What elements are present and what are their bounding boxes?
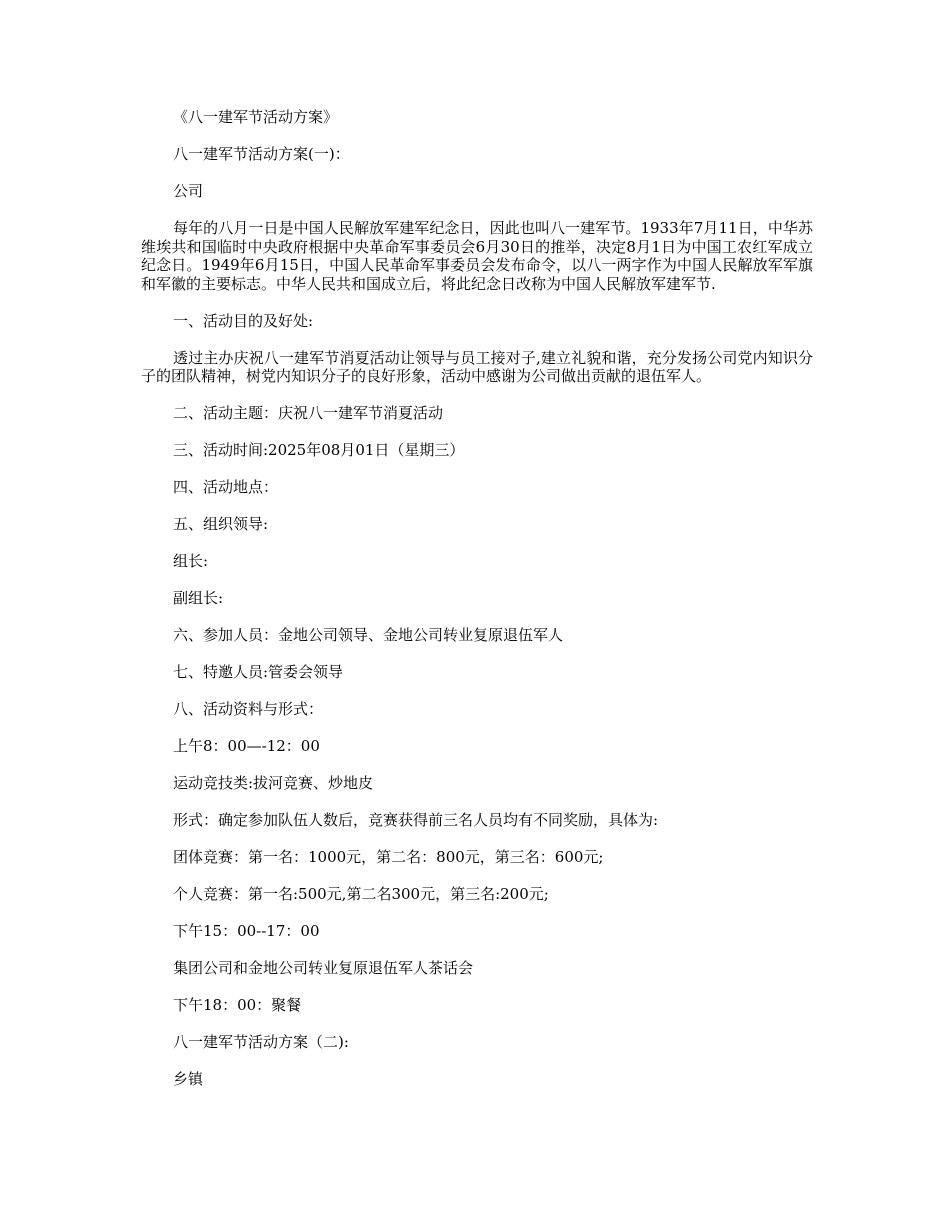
morning-time: 上午8：00—-12：00 [173, 737, 320, 755]
format-line: 形式：确定参加队伍人数后，竞赛获得前三名人员均有不同奖励，具体为: [173, 811, 659, 829]
leader-deputy-line: 副组长: [173, 589, 224, 607]
sports-line: 运动竞技类:拔河竞赛、炒地皮 [173, 774, 374, 792]
leader-head-line: 组长: [173, 552, 209, 570]
guests-line: 七、特邀人员:管委会领导 [173, 663, 344, 681]
theme-line: 二、活动主题：庆祝八一建军节消夏活动 [173, 404, 444, 422]
place-line: 四、活动地点： [173, 478, 279, 496]
tea-party-line: 集团公司和金地公司转业复原退伍军人茶话会 [173, 959, 474, 977]
individual-prize-line: 个人竞赛：第一名:500元,第二名300元，第三名:200元; [173, 885, 549, 903]
content-heading: 八、活动资料与形式： [173, 700, 324, 718]
document-title: 《八一建军节活动方案》 [173, 108, 339, 126]
leadership-heading: 五、组织领导: [173, 515, 269, 533]
purpose-heading: 一、活动目的及好处: [173, 311, 314, 330]
afternoon-time: 下午15：00--17：00 [173, 922, 320, 940]
plan-two-heading: 八一建军节活动方案（二): [173, 1033, 349, 1051]
team-prize-line: 团体竞赛：第一名：1000元，第二名：800元，第三名：600元; [173, 848, 604, 866]
intro-paragraph: 每年的八月一日是中国人民解放军建军纪念日，因此也叫八一建军节。1933年7月11日，中华苏维埃共和国临时中央政府根据中央革命军事委员会6月30日的推举，决定8月1日为中国工农红军成立纪念日。1949年6月15日，中国人民革命军事委员会发布命令，以八一两字作为中国人民解放军军旗和军徽的主要标志。中华人民共和国成立后，将此纪念日改称为中国人民解放军建军节. [141, 219, 813, 293]
plan-one-heading: 八一建军节活动方案(一)： [173, 145, 350, 163]
time-line: 三、活动时间:2025年08月01日（星期三） [173, 441, 465, 459]
document-page [141, 108, 813, 1107]
participants-line: 六、参加人员：金地公司领导、金地公司转业复原退伍军人 [173, 626, 564, 644]
evening-line: 下午18：00：聚餐 [173, 996, 302, 1014]
company-label: 公司 [173, 182, 204, 200]
township-label: 乡镇 [173, 1070, 204, 1088]
purpose-paragraph: 透过主办庆祝八一建军节消夏活动让领导与员工接对子,建立礼貌和谐，充分发扬公司党内知识分子的团队精神，树党内知识分子的良好形象，活动中感谢为公司做出贡献的退伍军人。 [141, 348, 813, 385]
